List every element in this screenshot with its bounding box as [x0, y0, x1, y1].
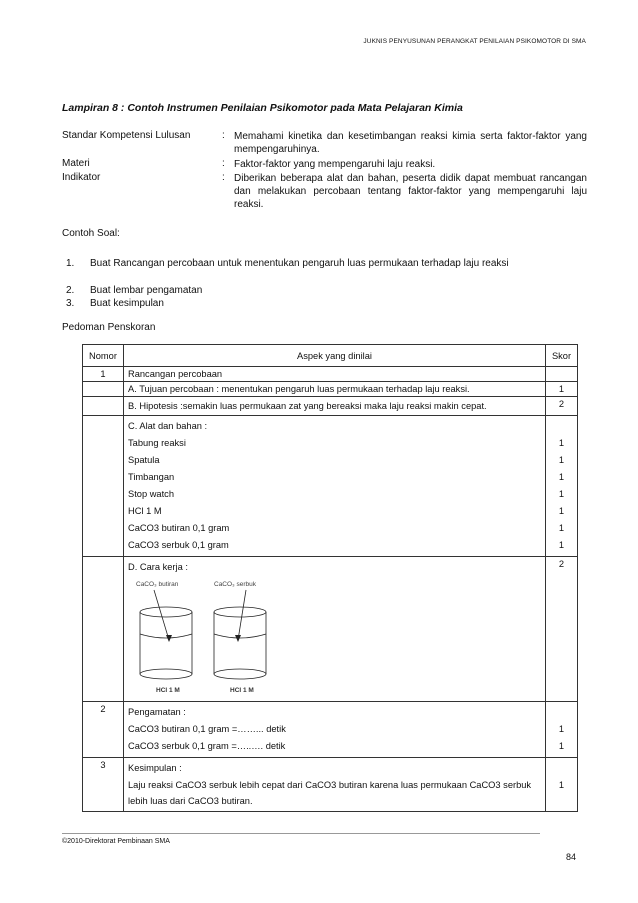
diagram-label-butiran: CaCO₃ butiran	[136, 581, 179, 588]
question-number: 2.	[66, 285, 75, 296]
row-number: 1	[83, 367, 124, 382]
header-aspek: Aspek yang dinilai	[124, 345, 546, 367]
row-text: Laju reaksi CaCO3 serbuk lebih cepat dari CaCO3 butiran karena luas permukaan CaCO3 serbuk lebih luas dari CaCO3 butiran.	[128, 780, 532, 806]
row-number	[83, 416, 124, 557]
question-item	[66, 284, 579, 298]
info-colon: :	[222, 130, 225, 141]
table-row	[83, 758, 578, 812]
running-header: JUKNIS PENYUSUNAN PERANGKAT PENILAIAN PSIKOMOTOR DI SMA	[363, 38, 586, 45]
info-materi	[62, 158, 587, 172]
footer-copyright: ©2010-Direktorat Pembinaan SMA	[62, 838, 170, 845]
question-item	[66, 297, 579, 311]
row-skor: 2	[546, 397, 578, 416]
list-item: CaCO3 butiran 0,1 gram =……... detik	[128, 724, 286, 734]
list-item: HCl 1 M	[128, 506, 162, 516]
list-item: Spatula	[128, 455, 160, 465]
section-title: D. Cara kerja :	[128, 562, 188, 572]
skor-value: 1	[558, 438, 565, 448]
diagram-hcl-right: HCl 1 M	[230, 687, 254, 694]
section-title: Kesimpulan :	[128, 763, 182, 773]
beaker-left	[140, 590, 192, 679]
skor-value: 1	[558, 523, 565, 533]
diagram-label-serbuk: CaCO₃ serbuk	[214, 581, 257, 588]
table-row	[83, 702, 578, 758]
info-text: Memahami kinetika dan kesetimbangan reaksi kimia serta faktor-faktor yang mempengaruhinya.	[234, 131, 587, 155]
info-standar-kompetensi	[62, 130, 587, 160]
skor-value: 1	[558, 540, 565, 550]
row-aspek	[124, 702, 546, 758]
row-aspek	[124, 416, 546, 557]
row-number	[83, 557, 124, 702]
skor-value: 1	[558, 724, 565, 734]
skor-value: 1	[558, 506, 565, 516]
skor-value: 1	[558, 455, 565, 465]
row-skor: 1	[546, 382, 578, 397]
info-text: Faktor-faktor yang mempengaruhi laju reaksi.	[234, 159, 436, 170]
table-row	[83, 397, 578, 416]
row-aspek	[124, 557, 546, 702]
list-item: CaCO3 butiran 0,1 gram	[128, 523, 230, 533]
table-row	[83, 367, 578, 382]
question-text: Buat lembar pengamatan	[90, 285, 203, 296]
table-row	[83, 557, 578, 702]
info-text: Diberikan beberapa alat dan bahan, peserta didik dapat membuat rancangan dan melakukan percobaan tentang faktor-faktor yang mempengaruhi laju reaksi.	[234, 173, 587, 210]
skor-value: 1	[558, 472, 565, 482]
question-text: Buat kesimpulan	[90, 298, 164, 309]
list-item: Stop watch	[128, 489, 174, 499]
diagram-hcl-left: HCl 1 M	[156, 687, 180, 694]
row-aspek	[124, 758, 546, 812]
list-item: Tabung reaksi	[128, 438, 186, 448]
skor-value: 1	[558, 489, 565, 499]
row-skor: 1	[546, 758, 578, 812]
row-skor	[546, 702, 578, 758]
row-number	[83, 382, 124, 397]
row-number: 2	[83, 702, 124, 758]
info-indikator	[62, 172, 587, 214]
table-header-row	[83, 345, 578, 367]
info-colon: :	[222, 158, 225, 169]
header-nomor: Nomor	[83, 345, 124, 367]
row-aspek: A. Tujuan percobaan : menentukan pengaruh luas permukaan terhadap laju reaksi.	[124, 382, 546, 397]
row-number: 3	[83, 758, 124, 812]
question-number: 3.	[66, 298, 75, 309]
row-skor	[546, 367, 578, 382]
list-item: Timbangan	[128, 472, 175, 482]
question-number: 1.	[66, 258, 75, 269]
scoring-table	[82, 344, 578, 812]
info-label: Indikator	[62, 172, 101, 183]
row-aspek: Rancangan percobaan	[124, 367, 546, 382]
list-item: CaCO3 serbuk 0,1 gram	[128, 540, 229, 550]
beaker-right	[214, 590, 266, 679]
section-title: C. Alat dan bahan :	[128, 421, 208, 431]
skor-value: 1	[558, 741, 565, 751]
page-number: 84	[565, 852, 576, 862]
experiment-diagram	[128, 576, 278, 696]
section-title: Pengamatan :	[128, 707, 186, 717]
list-item: CaCO3 serbuk 0,1 gram =…..…. detik	[128, 741, 286, 751]
row-skor	[546, 416, 578, 557]
row-aspek: B. Hipotesis :semakin luas permukaan zat yang bereaksi maka laju reaksi makin cepat.	[124, 397, 546, 416]
info-colon: :	[222, 172, 225, 183]
contoh-soal-heading: Contoh Soal:	[62, 228, 120, 239]
pedoman-heading: Pedoman Penskoran	[62, 322, 156, 333]
info-label: Standar Kompetensi Lulusan	[62, 130, 191, 141]
footer-divider	[62, 833, 540, 834]
question-text: Buat Rancangan percobaan untuk menentukan pengaruh luas permukaan terhadap laju reaksi	[90, 258, 509, 269]
info-label: Materi	[62, 158, 90, 169]
header-skor: Skor	[546, 345, 578, 367]
row-skor: 2	[546, 557, 578, 702]
row-number	[83, 397, 124, 416]
table-row	[83, 382, 578, 397]
table-row	[83, 416, 578, 557]
page-title: Lampiran 8 : Contoh Instrumen Penilaian Psikomotor pada Mata Pelajaran Kimia	[62, 102, 463, 114]
question-item	[66, 257, 579, 285]
